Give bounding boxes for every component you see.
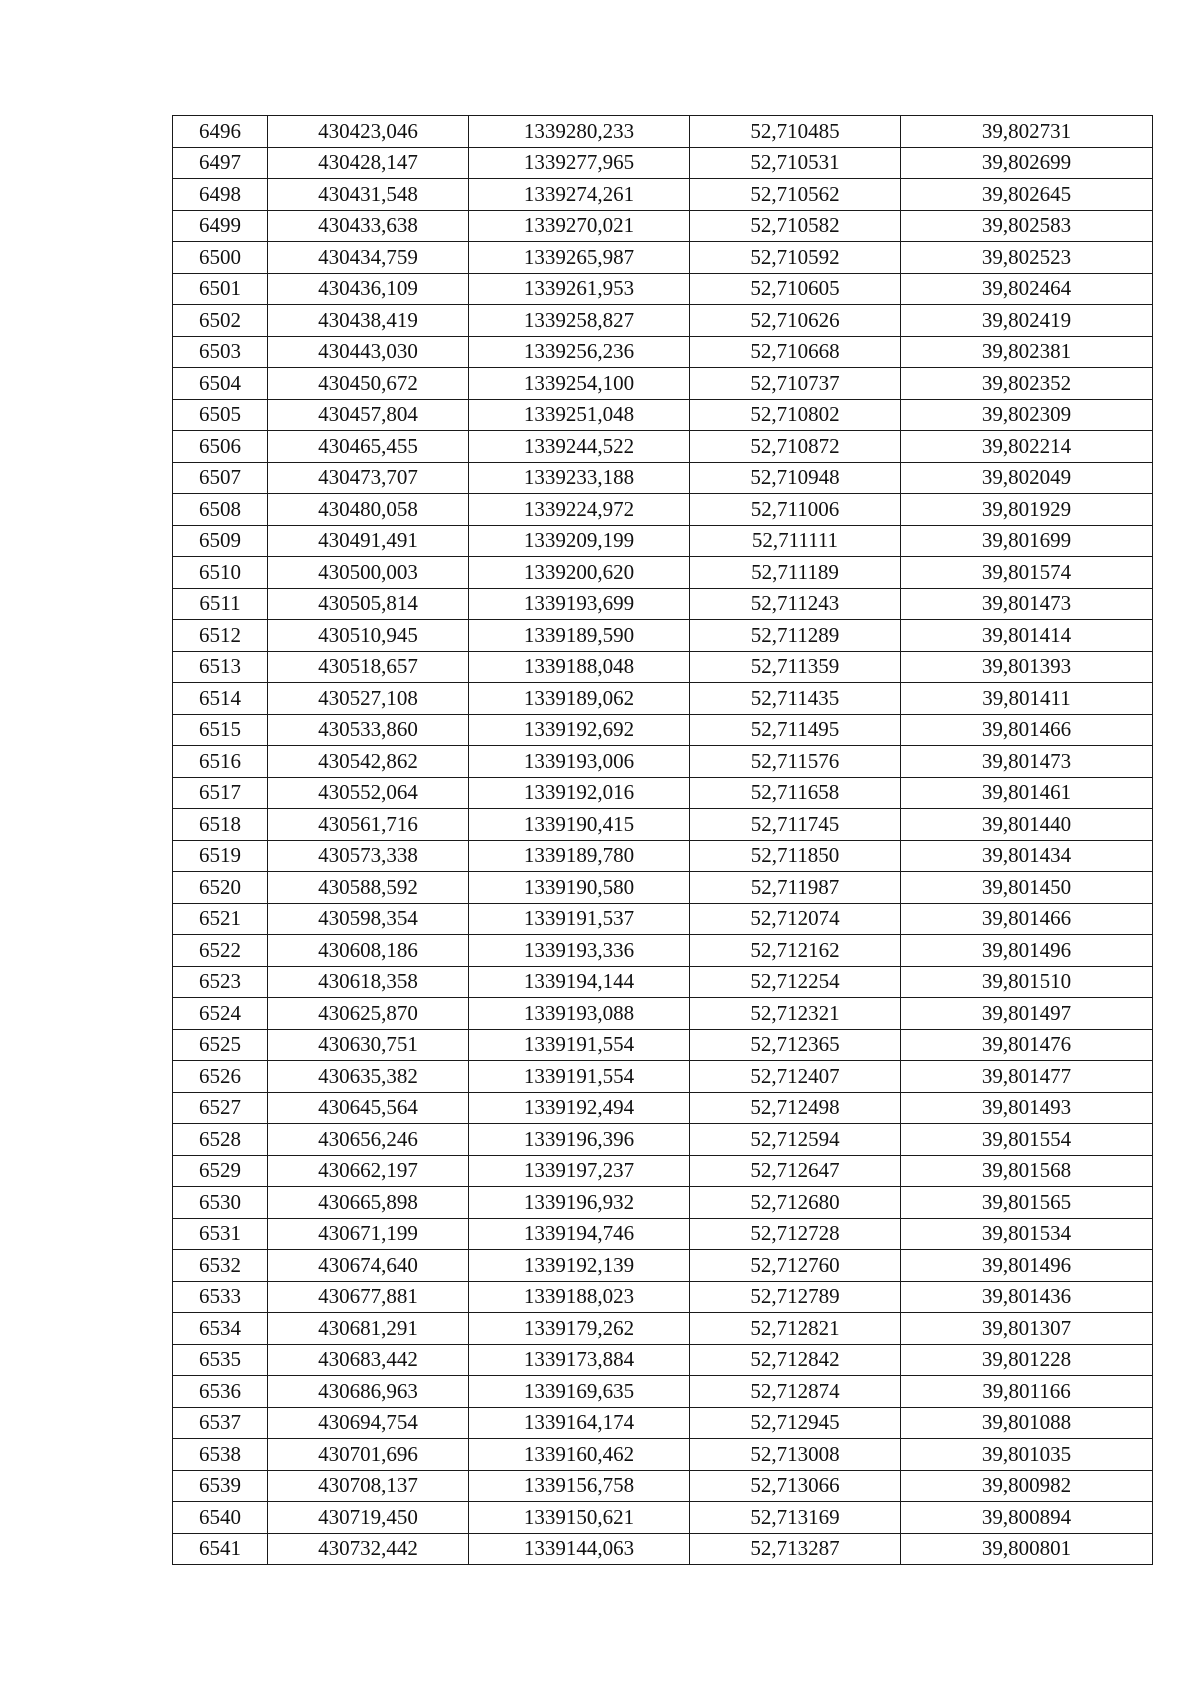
y-coordinate-cell: 1339233,188 — [469, 462, 690, 494]
x-coordinate-cell: 430608,186 — [268, 935, 469, 967]
y-coordinate-cell: 1339164,174 — [469, 1407, 690, 1439]
x-coordinate-cell: 430677,881 — [268, 1281, 469, 1313]
x-coordinate-cell: 430527,108 — [268, 683, 469, 715]
x-coordinate-cell: 430518,657 — [268, 651, 469, 683]
x-coordinate-cell: 430625,870 — [268, 998, 469, 1030]
latitude-cell: 52,711495 — [690, 714, 901, 746]
x-coordinate-cell: 430598,354 — [268, 903, 469, 935]
longitude-cell: 39,801414 — [901, 620, 1153, 652]
y-coordinate-cell: 1339190,415 — [469, 809, 690, 841]
x-coordinate-cell: 430645,564 — [268, 1092, 469, 1124]
y-coordinate-cell: 1339251,048 — [469, 399, 690, 431]
latitude-cell: 52,710582 — [690, 210, 901, 242]
point-number-cell: 6526 — [173, 1061, 268, 1093]
latitude-cell: 52,712162 — [690, 935, 901, 967]
x-coordinate-cell: 430450,672 — [268, 368, 469, 400]
longitude-cell: 39,801568 — [901, 1155, 1153, 1187]
table-row — [173, 557, 1153, 589]
longitude-cell: 39,801473 — [901, 588, 1153, 620]
y-coordinate-cell: 1339173,884 — [469, 1344, 690, 1376]
x-coordinate-cell: 430552,064 — [268, 777, 469, 809]
x-coordinate-cell: 430434,759 — [268, 242, 469, 274]
longitude-cell: 39,801929 — [901, 494, 1153, 526]
table-row — [173, 399, 1153, 431]
table-row — [173, 809, 1153, 841]
table-row — [173, 1218, 1153, 1250]
point-number-cell: 6496 — [173, 116, 268, 148]
table-row — [173, 840, 1153, 872]
x-coordinate-cell: 430480,058 — [268, 494, 469, 526]
latitude-cell: 52,712728 — [690, 1218, 901, 1250]
x-coordinate-cell: 430671,199 — [268, 1218, 469, 1250]
longitude-cell: 39,802419 — [901, 305, 1153, 337]
table-row — [173, 1470, 1153, 1502]
point-number-cell: 6501 — [173, 273, 268, 305]
y-coordinate-cell: 1339258,827 — [469, 305, 690, 337]
point-number-cell: 6539 — [173, 1470, 268, 1502]
point-number-cell: 6520 — [173, 872, 268, 904]
longitude-cell: 39,801497 — [901, 998, 1153, 1030]
coordinates-table — [172, 115, 1153, 1565]
latitude-cell: 52,712254 — [690, 966, 901, 998]
latitude-cell: 52,711850 — [690, 840, 901, 872]
table-row — [173, 1502, 1153, 1534]
latitude-cell: 52,710562 — [690, 179, 901, 211]
longitude-cell: 39,800801 — [901, 1533, 1153, 1565]
point-number-cell: 6505 — [173, 399, 268, 431]
table-row — [173, 1281, 1153, 1313]
table-row — [173, 1313, 1153, 1345]
y-coordinate-cell: 1339261,953 — [469, 273, 690, 305]
longitude-cell: 39,801228 — [901, 1344, 1153, 1376]
latitude-cell: 52,711435 — [690, 683, 901, 715]
latitude-cell: 52,713287 — [690, 1533, 901, 1565]
x-coordinate-cell: 430457,804 — [268, 399, 469, 431]
latitude-cell: 52,712407 — [690, 1061, 901, 1093]
point-number-cell: 6513 — [173, 651, 268, 683]
table-row — [173, 777, 1153, 809]
x-coordinate-cell: 430423,046 — [268, 116, 469, 148]
point-number-cell: 6540 — [173, 1502, 268, 1534]
x-coordinate-cell: 430674,640 — [268, 1250, 469, 1282]
latitude-cell: 52,711745 — [690, 809, 901, 841]
longitude-cell: 39,801699 — [901, 525, 1153, 557]
latitude-cell: 52,712760 — [690, 1250, 901, 1282]
point-number-cell: 6508 — [173, 494, 268, 526]
point-number-cell: 6506 — [173, 431, 268, 463]
y-coordinate-cell: 1339193,088 — [469, 998, 690, 1030]
longitude-cell: 39,801574 — [901, 557, 1153, 589]
table-row — [173, 1376, 1153, 1408]
x-coordinate-cell: 430662,197 — [268, 1155, 469, 1187]
table-row — [173, 147, 1153, 179]
x-coordinate-cell: 430683,442 — [268, 1344, 469, 1376]
point-number-cell: 6533 — [173, 1281, 268, 1313]
point-number-cell: 6524 — [173, 998, 268, 1030]
x-coordinate-cell: 430686,963 — [268, 1376, 469, 1408]
longitude-cell: 39,802049 — [901, 462, 1153, 494]
latitude-cell: 52,710948 — [690, 462, 901, 494]
latitude-cell: 52,710668 — [690, 336, 901, 368]
latitude-cell: 52,711111 — [690, 525, 901, 557]
x-coordinate-cell: 430630,751 — [268, 1029, 469, 1061]
x-coordinate-cell: 430500,003 — [268, 557, 469, 589]
table-row — [173, 966, 1153, 998]
point-number-cell: 6516 — [173, 746, 268, 778]
point-number-cell: 6503 — [173, 336, 268, 368]
x-coordinate-cell: 430618,358 — [268, 966, 469, 998]
y-coordinate-cell: 1339192,139 — [469, 1250, 690, 1282]
longitude-cell: 39,800982 — [901, 1470, 1153, 1502]
y-coordinate-cell: 1339193,006 — [469, 746, 690, 778]
point-number-cell: 6509 — [173, 525, 268, 557]
table-row — [173, 116, 1153, 148]
latitude-cell: 52,711289 — [690, 620, 901, 652]
table-row — [173, 336, 1153, 368]
longitude-cell: 39,802731 — [901, 116, 1153, 148]
table-row — [173, 462, 1153, 494]
y-coordinate-cell: 1339270,021 — [469, 210, 690, 242]
y-coordinate-cell: 1339188,023 — [469, 1281, 690, 1313]
point-number-cell: 6512 — [173, 620, 268, 652]
table-row — [173, 305, 1153, 337]
point-number-cell: 6499 — [173, 210, 268, 242]
longitude-cell: 39,801411 — [901, 683, 1153, 715]
longitude-cell: 39,802352 — [901, 368, 1153, 400]
point-number-cell: 6529 — [173, 1155, 268, 1187]
latitude-cell: 52,710485 — [690, 116, 901, 148]
table-row — [173, 179, 1153, 211]
longitude-cell: 39,801496 — [901, 935, 1153, 967]
longitude-cell: 39,801166 — [901, 1376, 1153, 1408]
latitude-cell: 52,710802 — [690, 399, 901, 431]
latitude-cell: 52,710737 — [690, 368, 901, 400]
table-row — [173, 903, 1153, 935]
y-coordinate-cell: 1339188,048 — [469, 651, 690, 683]
table-row — [173, 620, 1153, 652]
x-coordinate-cell: 430708,137 — [268, 1470, 469, 1502]
longitude-cell: 39,801434 — [901, 840, 1153, 872]
y-coordinate-cell: 1339200,620 — [469, 557, 690, 589]
x-coordinate-cell: 430542,862 — [268, 746, 469, 778]
point-number-cell: 6500 — [173, 242, 268, 274]
x-coordinate-cell: 430573,338 — [268, 840, 469, 872]
table-row — [173, 588, 1153, 620]
table-row — [173, 273, 1153, 305]
latitude-cell: 52,712680 — [690, 1187, 901, 1219]
point-number-cell: 6517 — [173, 777, 268, 809]
latitude-cell: 52,712821 — [690, 1313, 901, 1345]
point-number-cell: 6525 — [173, 1029, 268, 1061]
y-coordinate-cell: 1339254,100 — [469, 368, 690, 400]
latitude-cell: 52,712074 — [690, 903, 901, 935]
table-row — [173, 525, 1153, 557]
table-row — [173, 1092, 1153, 1124]
longitude-cell: 39,801461 — [901, 777, 1153, 809]
point-number-cell: 6518 — [173, 809, 268, 841]
latitude-cell: 52,711576 — [690, 746, 901, 778]
latitude-cell: 52,712842 — [690, 1344, 901, 1376]
x-coordinate-cell: 430694,754 — [268, 1407, 469, 1439]
point-number-cell: 6530 — [173, 1187, 268, 1219]
point-number-cell: 6521 — [173, 903, 268, 935]
table-row — [173, 1439, 1153, 1471]
x-coordinate-cell: 430656,246 — [268, 1124, 469, 1156]
x-coordinate-cell: 430505,814 — [268, 588, 469, 620]
latitude-cell: 52,711006 — [690, 494, 901, 526]
latitude-cell: 52,710592 — [690, 242, 901, 274]
longitude-cell: 39,802523 — [901, 242, 1153, 274]
table-row — [173, 1029, 1153, 1061]
table-row — [173, 494, 1153, 526]
longitude-cell: 39,801450 — [901, 872, 1153, 904]
y-coordinate-cell: 1339194,144 — [469, 966, 690, 998]
x-coordinate-cell: 430732,442 — [268, 1533, 469, 1565]
point-number-cell: 6527 — [173, 1092, 268, 1124]
y-coordinate-cell: 1339280,233 — [469, 116, 690, 148]
point-number-cell: 6507 — [173, 462, 268, 494]
x-coordinate-cell: 430465,455 — [268, 431, 469, 463]
table-row — [173, 651, 1153, 683]
longitude-cell: 39,800894 — [901, 1502, 1153, 1534]
table-row — [173, 1533, 1153, 1565]
y-coordinate-cell: 1339191,554 — [469, 1061, 690, 1093]
longitude-cell: 39,801554 — [901, 1124, 1153, 1156]
y-coordinate-cell: 1339191,554 — [469, 1029, 690, 1061]
x-coordinate-cell: 430443,030 — [268, 336, 469, 368]
longitude-cell: 39,801493 — [901, 1092, 1153, 1124]
y-coordinate-cell: 1339196,396 — [469, 1124, 690, 1156]
longitude-cell: 39,802464 — [901, 273, 1153, 305]
table-row — [173, 746, 1153, 778]
longitude-cell: 39,801510 — [901, 966, 1153, 998]
latitude-cell: 52,711987 — [690, 872, 901, 904]
latitude-cell: 52,712594 — [690, 1124, 901, 1156]
point-number-cell: 6532 — [173, 1250, 268, 1282]
table-row — [173, 1061, 1153, 1093]
x-coordinate-cell: 430473,707 — [268, 462, 469, 494]
point-number-cell: 6497 — [173, 147, 268, 179]
longitude-cell: 39,801307 — [901, 1313, 1153, 1345]
point-number-cell: 6536 — [173, 1376, 268, 1408]
table-row — [173, 1407, 1153, 1439]
y-coordinate-cell: 1339197,237 — [469, 1155, 690, 1187]
longitude-cell: 39,802645 — [901, 179, 1153, 211]
point-number-cell: 6519 — [173, 840, 268, 872]
point-number-cell: 6534 — [173, 1313, 268, 1345]
point-number-cell: 6528 — [173, 1124, 268, 1156]
point-number-cell: 6523 — [173, 966, 268, 998]
latitude-cell: 52,711359 — [690, 651, 901, 683]
point-number-cell: 6541 — [173, 1533, 268, 1565]
table-row — [173, 935, 1153, 967]
x-coordinate-cell: 430428,147 — [268, 147, 469, 179]
x-coordinate-cell: 430681,291 — [268, 1313, 469, 1345]
point-number-cell: 6538 — [173, 1439, 268, 1471]
point-number-cell: 6531 — [173, 1218, 268, 1250]
y-coordinate-cell: 1339144,063 — [469, 1533, 690, 1565]
point-number-cell: 6504 — [173, 368, 268, 400]
longitude-cell: 39,801035 — [901, 1439, 1153, 1471]
y-coordinate-cell: 1339189,780 — [469, 840, 690, 872]
longitude-cell: 39,801476 — [901, 1029, 1153, 1061]
y-coordinate-cell: 1339193,699 — [469, 588, 690, 620]
point-number-cell: 6537 — [173, 1407, 268, 1439]
table-row — [173, 872, 1153, 904]
latitude-cell: 52,712321 — [690, 998, 901, 1030]
longitude-cell: 39,802583 — [901, 210, 1153, 242]
longitude-cell: 39,801477 — [901, 1061, 1153, 1093]
longitude-cell: 39,801534 — [901, 1218, 1153, 1250]
x-coordinate-cell: 430510,945 — [268, 620, 469, 652]
y-coordinate-cell: 1339196,932 — [469, 1187, 690, 1219]
point-number-cell: 6498 — [173, 179, 268, 211]
longitude-cell: 39,801473 — [901, 746, 1153, 778]
y-coordinate-cell: 1339265,987 — [469, 242, 690, 274]
y-coordinate-cell: 1339192,494 — [469, 1092, 690, 1124]
latitude-cell: 52,710605 — [690, 273, 901, 305]
x-coordinate-cell: 430433,638 — [268, 210, 469, 242]
latitude-cell: 52,712945 — [690, 1407, 901, 1439]
point-number-cell: 6511 — [173, 588, 268, 620]
x-coordinate-cell: 430491,491 — [268, 525, 469, 557]
latitude-cell: 52,710531 — [690, 147, 901, 179]
y-coordinate-cell: 1339191,537 — [469, 903, 690, 935]
y-coordinate-cell: 1339244,522 — [469, 431, 690, 463]
x-coordinate-cell: 430665,898 — [268, 1187, 469, 1219]
longitude-cell: 39,801436 — [901, 1281, 1153, 1313]
y-coordinate-cell: 1339274,261 — [469, 179, 690, 211]
longitude-cell: 39,801496 — [901, 1250, 1153, 1282]
y-coordinate-cell: 1339193,336 — [469, 935, 690, 967]
longitude-cell: 39,802699 — [901, 147, 1153, 179]
x-coordinate-cell: 430561,716 — [268, 809, 469, 841]
longitude-cell: 39,802214 — [901, 431, 1153, 463]
longitude-cell: 39,801440 — [901, 809, 1153, 841]
table-row — [173, 714, 1153, 746]
x-coordinate-cell: 430431,548 — [268, 179, 469, 211]
point-number-cell: 6510 — [173, 557, 268, 589]
y-coordinate-cell: 1339190,580 — [469, 872, 690, 904]
point-number-cell: 6515 — [173, 714, 268, 746]
y-coordinate-cell: 1339156,758 — [469, 1470, 690, 1502]
y-coordinate-cell: 1339189,062 — [469, 683, 690, 715]
table-row — [173, 431, 1153, 463]
table-row — [173, 1124, 1153, 1156]
table-row — [173, 1344, 1153, 1376]
y-coordinate-cell: 1339192,692 — [469, 714, 690, 746]
latitude-cell: 52,713008 — [690, 1439, 901, 1471]
table-row — [173, 998, 1153, 1030]
latitude-cell: 52,712647 — [690, 1155, 901, 1187]
x-coordinate-cell: 430436,109 — [268, 273, 469, 305]
longitude-cell: 39,802309 — [901, 399, 1153, 431]
latitude-cell: 52,710872 — [690, 431, 901, 463]
y-coordinate-cell: 1339192,016 — [469, 777, 690, 809]
table-row — [173, 210, 1153, 242]
x-coordinate-cell: 430533,860 — [268, 714, 469, 746]
y-coordinate-cell: 1339209,199 — [469, 525, 690, 557]
longitude-cell: 39,801088 — [901, 1407, 1153, 1439]
latitude-cell: 52,712789 — [690, 1281, 901, 1313]
longitude-cell: 39,801393 — [901, 651, 1153, 683]
latitude-cell: 52,712498 — [690, 1092, 901, 1124]
latitude-cell: 52,711658 — [690, 777, 901, 809]
table-row — [173, 1187, 1153, 1219]
y-coordinate-cell: 1339224,972 — [469, 494, 690, 526]
table-row — [173, 368, 1153, 400]
y-coordinate-cell: 1339169,635 — [469, 1376, 690, 1408]
x-coordinate-cell: 430588,592 — [268, 872, 469, 904]
x-coordinate-cell: 430719,450 — [268, 1502, 469, 1534]
table-row — [173, 683, 1153, 715]
point-number-cell: 6535 — [173, 1344, 268, 1376]
latitude-cell: 52,712365 — [690, 1029, 901, 1061]
point-number-cell: 6502 — [173, 305, 268, 337]
y-coordinate-cell: 1339179,262 — [469, 1313, 690, 1345]
latitude-cell: 52,713066 — [690, 1470, 901, 1502]
longitude-cell: 39,801466 — [901, 903, 1153, 935]
table-row — [173, 242, 1153, 274]
point-number-cell: 6522 — [173, 935, 268, 967]
table-row — [173, 1155, 1153, 1187]
x-coordinate-cell: 430438,419 — [268, 305, 469, 337]
table-row — [173, 1250, 1153, 1282]
latitude-cell: 52,711189 — [690, 557, 901, 589]
latitude-cell: 52,710626 — [690, 305, 901, 337]
y-coordinate-cell: 1339277,965 — [469, 147, 690, 179]
point-number-cell: 6514 — [173, 683, 268, 715]
latitude-cell: 52,711243 — [690, 588, 901, 620]
table-body — [173, 116, 1153, 1565]
longitude-cell: 39,801466 — [901, 714, 1153, 746]
x-coordinate-cell: 430701,696 — [268, 1439, 469, 1471]
longitude-cell: 39,802381 — [901, 336, 1153, 368]
latitude-cell: 52,713169 — [690, 1502, 901, 1534]
latitude-cell: 52,712874 — [690, 1376, 901, 1408]
x-coordinate-cell: 430635,382 — [268, 1061, 469, 1093]
y-coordinate-cell: 1339150,621 — [469, 1502, 690, 1534]
y-coordinate-cell: 1339256,236 — [469, 336, 690, 368]
y-coordinate-cell: 1339189,590 — [469, 620, 690, 652]
y-coordinate-cell: 1339194,746 — [469, 1218, 690, 1250]
longitude-cell: 39,801565 — [901, 1187, 1153, 1219]
y-coordinate-cell: 1339160,462 — [469, 1439, 690, 1471]
